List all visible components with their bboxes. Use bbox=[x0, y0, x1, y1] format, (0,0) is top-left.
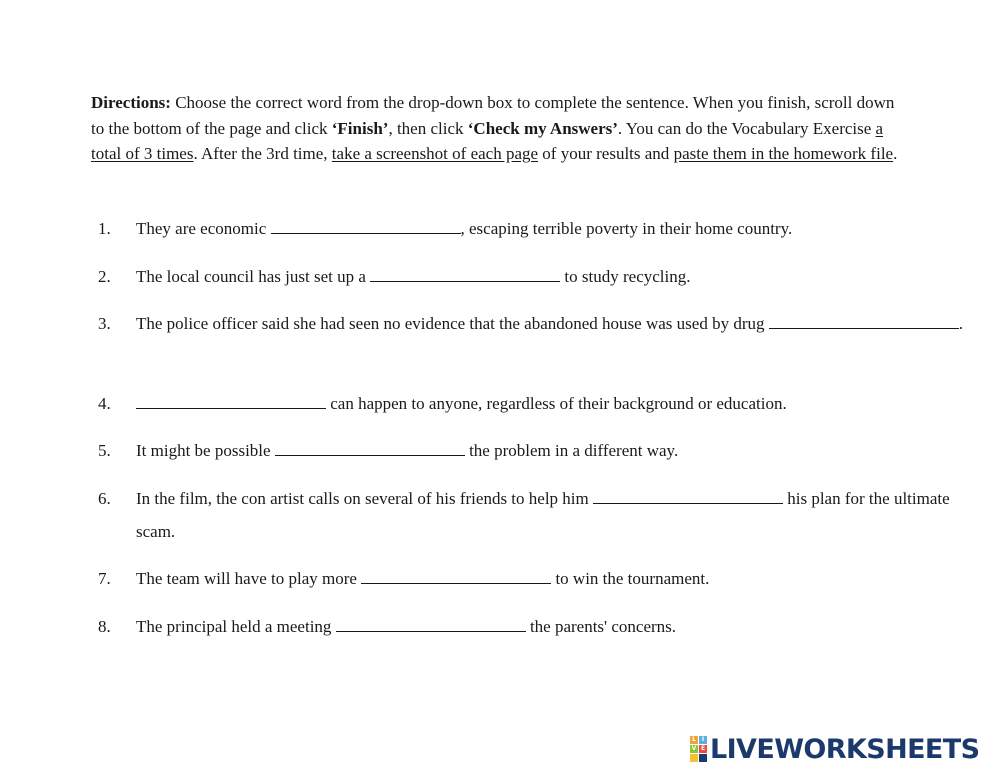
question-item-6 bbox=[98, 482, 968, 548]
directions-text-3: . You can do the Vocabulary Exercise bbox=[617, 118, 876, 138]
sentence-after: the parents' concerns. bbox=[525, 617, 677, 636]
logo-tile: L bbox=[690, 736, 698, 744]
directions-paragraph bbox=[91, 90, 911, 167]
paste-instruction-underlined: paste them in the homework file bbox=[673, 144, 894, 163]
sentence-after: , escaping terrible poverty in their home country. bbox=[460, 219, 793, 238]
answer-dropdown-2[interactable] bbox=[370, 265, 560, 282]
question-number: 6. bbox=[98, 489, 111, 508]
sentence-before: In the film, the con artist calls on several of his friends to help him bbox=[136, 489, 593, 508]
sentence-after: can happen to anyone, regardless of their background or education. bbox=[326, 394, 787, 413]
answer-dropdown-7[interactable] bbox=[361, 567, 551, 584]
question-item-4 bbox=[98, 387, 968, 420]
sentence-before: The local council has just set up a bbox=[136, 267, 371, 286]
check-answers-emphasis: ‘Check my Answers’ bbox=[467, 118, 618, 138]
question-text bbox=[136, 610, 968, 643]
logo-tile bbox=[690, 754, 698, 762]
logo-tile: E bbox=[700, 745, 706, 752]
directions-text-6: . bbox=[893, 144, 898, 163]
liveworksheets-logo-icon bbox=[690, 736, 707, 762]
question-number: 3. bbox=[98, 314, 111, 333]
directions-text-4: . After the 3rd time, bbox=[193, 144, 332, 163]
directions-text-1: Choose the correct word from the drop-down box to complete the sentence. When you finish, scroll down to the bottom of the page and click bbox=[91, 93, 895, 138]
answer-dropdown-1[interactable] bbox=[271, 217, 461, 234]
question-number: 5. bbox=[98, 441, 111, 460]
directions-label: Directions: bbox=[91, 93, 171, 112]
logo-tile: I bbox=[699, 736, 707, 744]
logo-wordmark: LIVEWORKSHEETS bbox=[710, 733, 980, 765]
question-item-2 bbox=[98, 260, 968, 293]
question-text bbox=[136, 387, 968, 420]
answer-dropdown-8[interactable] bbox=[336, 615, 526, 632]
logo-tile: V bbox=[691, 745, 697, 752]
logo-tile bbox=[699, 754, 707, 762]
finish-emphasis: ‘Finish’ bbox=[331, 118, 389, 138]
question-text bbox=[136, 212, 968, 245]
answer-dropdown-6[interactable] bbox=[593, 487, 783, 504]
sentence-after: to study recycling. bbox=[560, 267, 691, 286]
answer-dropdown-5[interactable] bbox=[275, 439, 465, 456]
question-number: 4. bbox=[98, 394, 111, 413]
answer-dropdown-3[interactable] bbox=[769, 312, 959, 329]
sentence-after: to win the tournament. bbox=[551, 569, 710, 588]
question-item-1 bbox=[98, 212, 968, 245]
total-attempts-underlined: a total of 3 times bbox=[91, 118, 884, 163]
answer-dropdown-4[interactable] bbox=[136, 392, 326, 409]
sentence-after: the problem in a different way. bbox=[464, 441, 679, 460]
liveworksheets-logo[interactable] bbox=[690, 733, 979, 765]
question-text bbox=[136, 307, 968, 340]
question-number: 7. bbox=[98, 569, 111, 588]
sentence-before: The principal held a meeting bbox=[136, 617, 336, 636]
directions-text-5: of your results and bbox=[538, 144, 674, 163]
question-text bbox=[136, 434, 968, 467]
question-text bbox=[136, 482, 968, 548]
question-number: 8. bbox=[98, 617, 111, 636]
question-number: 2. bbox=[98, 267, 111, 286]
sentence-before: They are economic bbox=[136, 219, 271, 238]
question-text bbox=[136, 562, 968, 595]
sentence-before: The team will have to play more bbox=[136, 569, 362, 588]
question-item-3 bbox=[98, 307, 968, 340]
sentence-after: his plan for the ultimate scam. bbox=[136, 489, 950, 541]
question-item-5 bbox=[98, 434, 968, 467]
question-item-8 bbox=[98, 610, 968, 643]
question-text bbox=[136, 260, 968, 293]
sentence-before: The police officer said she had seen no evidence that the abandoned house was used by drug bbox=[136, 314, 769, 333]
sentence-before: It might be possible bbox=[136, 441, 275, 460]
directions-text-2: , then click bbox=[388, 118, 468, 138]
screenshot-instruction-underlined: take a screenshot of each page bbox=[331, 144, 539, 163]
question-number: 1. bbox=[98, 219, 111, 238]
question-item-7 bbox=[98, 562, 968, 595]
sentence-after: . bbox=[958, 314, 963, 333]
